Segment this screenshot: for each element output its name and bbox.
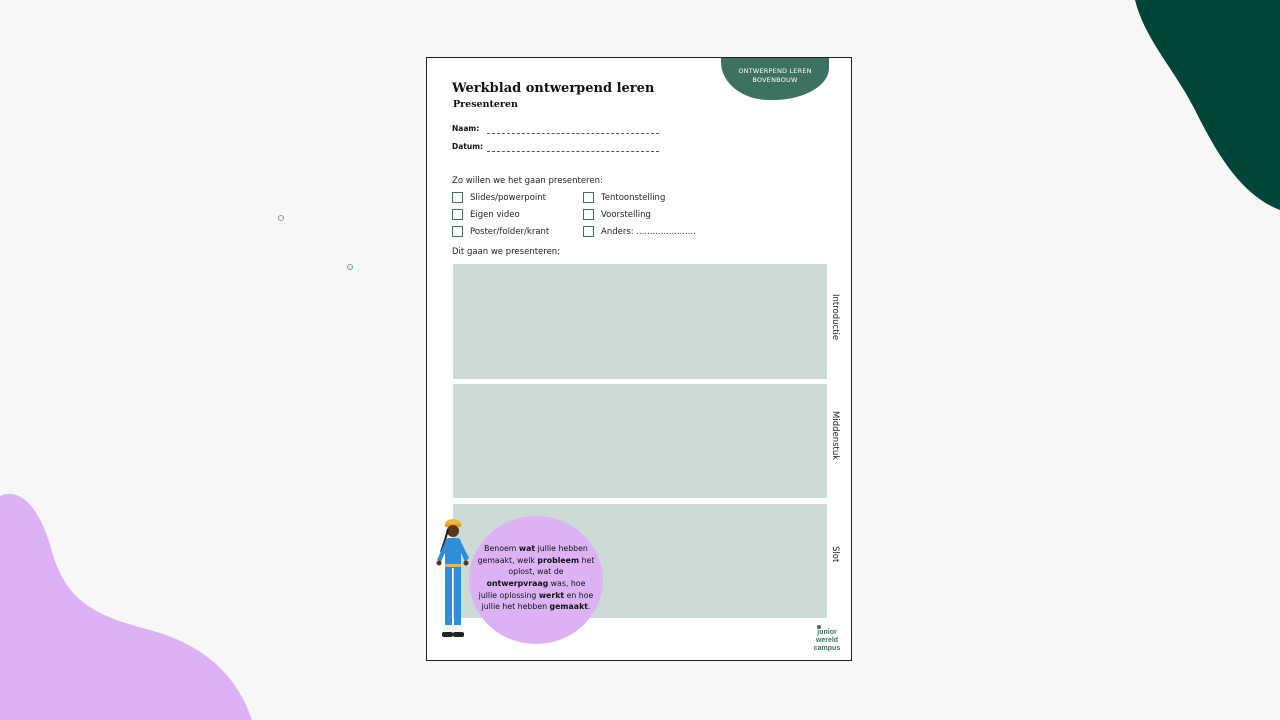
option-voorstelling[interactable] xyxy=(583,209,651,220)
option-eigen-video[interactable] xyxy=(452,209,520,220)
option-label: Poster/folder/krant xyxy=(470,226,550,237)
sections-title: Dit gaan we presenteren: xyxy=(452,247,561,257)
green-blob-decoration xyxy=(1065,0,1280,215)
introductie-label: Introductie xyxy=(830,294,840,341)
tip-bubble xyxy=(469,516,603,644)
checkbox[interactable] xyxy=(452,209,463,220)
worksheet-title: Werkblad ontwerpend leren xyxy=(452,81,655,96)
middenstuk-label: Middenstuk xyxy=(830,411,840,461)
option-tentoonstelling[interactable] xyxy=(583,192,665,203)
name-label: Naam: xyxy=(452,124,480,133)
option-poster[interactable] xyxy=(452,226,549,237)
date-field[interactable] xyxy=(487,151,659,152)
worksheet-page xyxy=(426,57,852,661)
svg-text:campus: campus xyxy=(813,645,841,652)
introductie-panel[interactable] xyxy=(453,264,827,379)
slot-label: Slot xyxy=(830,546,840,563)
svg-text:junior: junior xyxy=(817,629,837,636)
checkbox[interactable] xyxy=(583,192,594,203)
tip-text: Benoem wat jullie hebben gemaakt, welk probleem het oplost, wat de ontwerpvraag was, hoe jullie oplossing werkt en hoe jullie het hebben gemaakt. xyxy=(477,544,595,612)
checkbox[interactable] xyxy=(583,209,594,220)
decorative-dot xyxy=(278,215,284,221)
purple-blob-decoration xyxy=(0,490,260,720)
middenstuk-panel[interactable] xyxy=(453,384,827,498)
worksheet-subtitle: Presenteren xyxy=(453,99,518,110)
category-tag: ONTWERPEND LEREN BOVENBOUW xyxy=(721,58,829,100)
option-label: Tentoonstelling xyxy=(601,192,666,203)
worker-illustration xyxy=(429,516,477,644)
junior-wereld-campus-logo xyxy=(809,624,845,654)
decorative-dot xyxy=(347,264,353,270)
svg-text:wereld: wereld xyxy=(815,637,839,644)
option-anders[interactable] xyxy=(583,226,696,237)
checkbox[interactable] xyxy=(452,192,463,203)
option-label: Slides/powerpoint xyxy=(470,192,546,203)
presentation-question: Zo willen we het gaan presenteren: xyxy=(452,176,603,186)
checkbox[interactable] xyxy=(452,226,463,237)
checkbox[interactable] xyxy=(583,226,594,237)
date-label: Datum: xyxy=(452,142,484,151)
option-slides[interactable] xyxy=(452,192,546,203)
name-field[interactable] xyxy=(487,133,659,134)
option-label: Voorstelling xyxy=(601,209,651,220)
option-label: Anders: ...................... xyxy=(601,226,696,237)
option-label: Eigen video xyxy=(470,209,520,220)
